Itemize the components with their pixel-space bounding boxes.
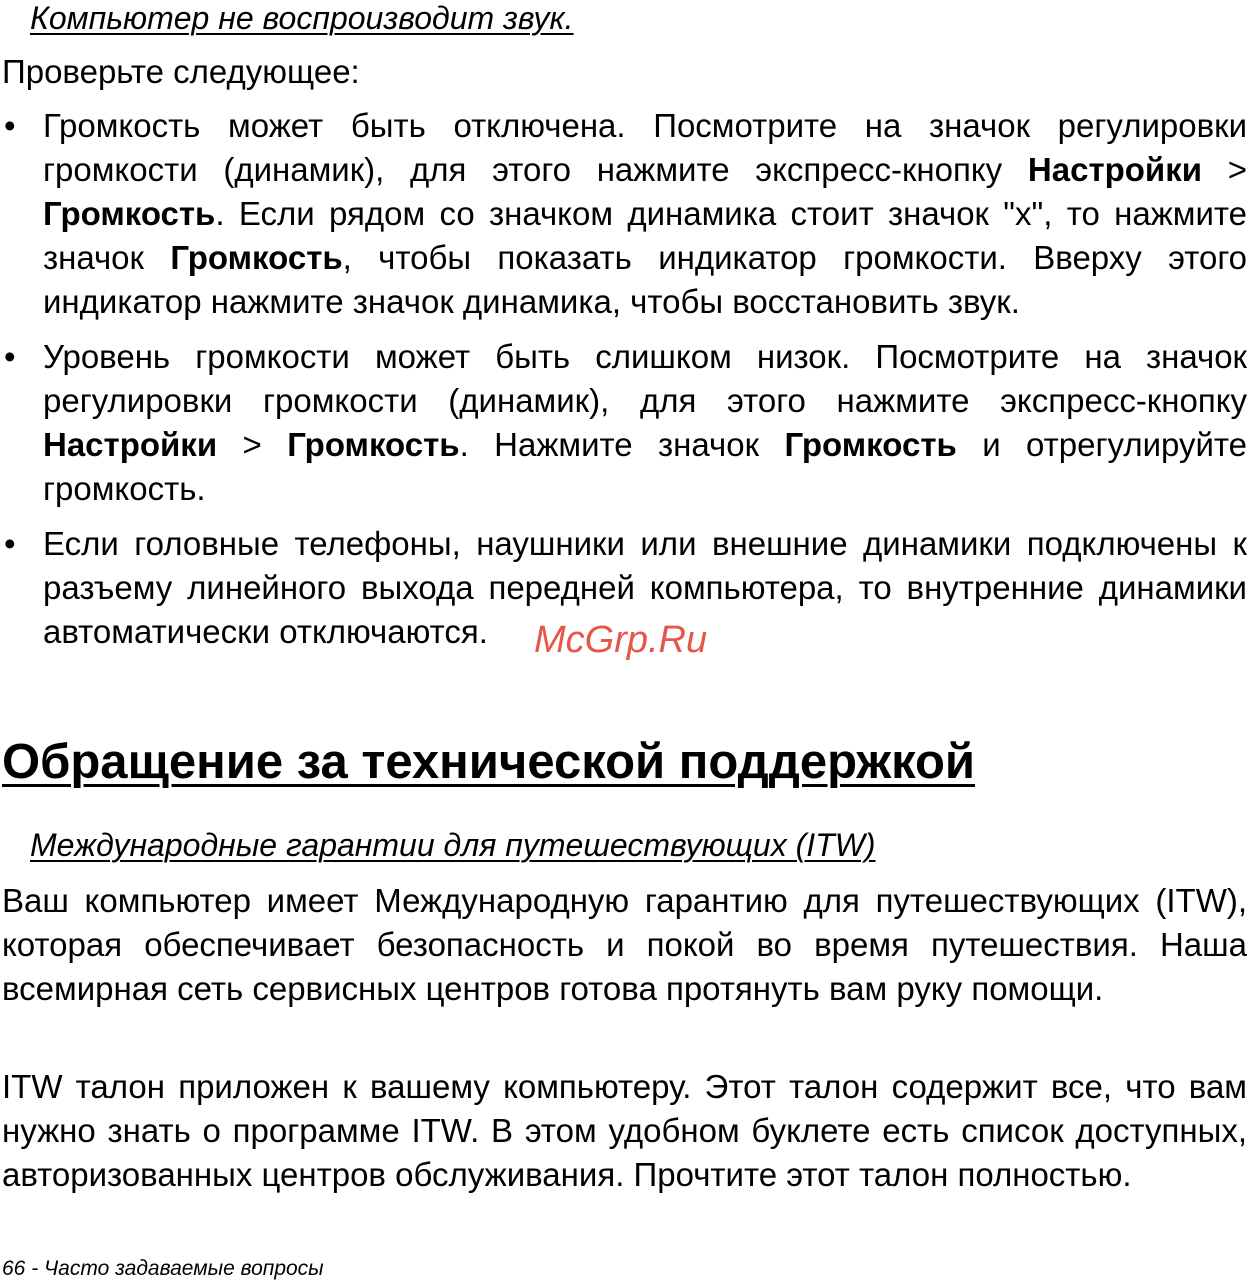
subheading-itw: Международные гарантии для путешествующих (ITW)	[30, 827, 876, 863]
itw-paragraph-1: Ваш компьютер имеет Международную гарантию для путешествующих (ITW), которая обеспечивает безопасность и покой во время путешествия. Наша всемирная сеть сервисных центров готова протянуть вам руку помощи.	[2, 882, 1247, 1007]
bullet-text: >	[217, 426, 288, 463]
bold-ui-term: Громкость	[170, 239, 343, 276]
bullet-marker: •	[4, 525, 16, 562]
intro-text: Проверьте следующее:	[2, 53, 360, 90]
bullet-text: Уровень громкости может быть слишком низок. Посмотрите на значок регулировки громкости (динамик), для этого нажмите экспресс-кнопку	[43, 338, 1247, 419]
bullet-text: >	[1202, 151, 1247, 188]
section-heading-tech-support: Обращение за технической поддержкой	[2, 735, 976, 789]
bullet-text: Громкость может быть отключена. Посмотрите на значок регулировки громкости (динамик), для этого нажмите экспресс-кнопку	[43, 107, 1247, 188]
list-item	[0, 335, 1247, 511]
bold-ui-term: Громкость	[287, 426, 460, 463]
bullet-marker: •	[4, 107, 16, 144]
bold-ui-term: Настройки	[1027, 151, 1203, 188]
bullet-text: Если головные телефоны, наушники или внешние динамики подключены к разъему линейного выхода передней компьютера, то внутренние динамики автоматически отключаются.	[43, 525, 1247, 650]
list-item	[0, 104, 1247, 324]
subheading-no-sound: Компьютер не воспроизводит звук.	[30, 0, 574, 36]
watermark-logo: McGrp.Ru	[534, 619, 708, 661]
bullet-text: и отрегулируйте громкость.	[43, 426, 1248, 507]
page-footer: 66 - Часто задаваемые вопросы	[2, 1257, 324, 1280]
itw-paragraph-2: ITW талон приложен к вашему компьютеру. Этот талон содержит все, что вам нужно знать о программе ITW. В этом удобном буклете есть список доступных, авторизованных центров обслуживания. Прочтите этот талон полностью.	[2, 1068, 1247, 1193]
bullet-text: . Нажмите значок	[459, 426, 785, 463]
bold-ui-term: Настройки	[43, 426, 218, 463]
bullet-marker: •	[4, 338, 16, 375]
bullet-text: . Если рядом со значком динамика стоит значок "x", то нажмите значок	[43, 195, 1247, 276]
bold-ui-term: Громкость	[784, 426, 957, 463]
bold-ui-term: Громкость	[43, 195, 216, 232]
troubleshooting-list	[0, 104, 1249, 665]
bullet-text: , чтобы показать индикатор громкости. Вверху этого индикатор нажмите значок динамика, чтобы восстановить звук.	[43, 239, 1247, 320]
